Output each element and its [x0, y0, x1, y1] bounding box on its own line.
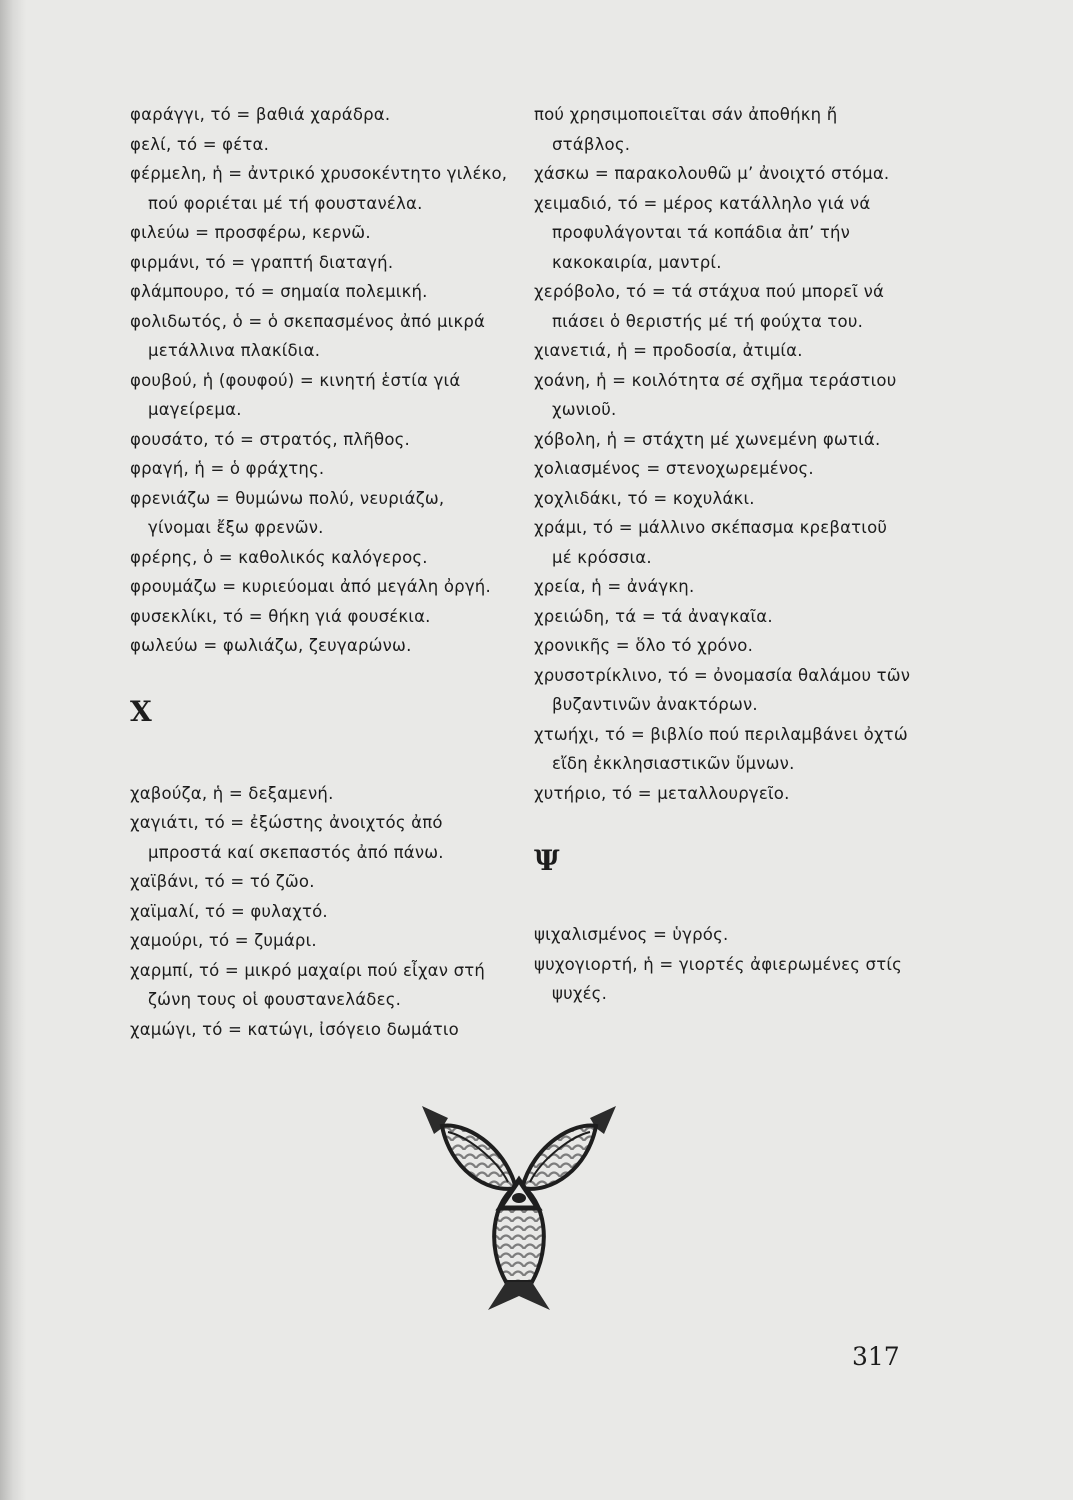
glossary-entry: χαβούζα, ἡ = δεξαμενή.: [130, 783, 334, 803]
glossary-entry: χόβολη, ἡ = στάχτη μέ χωνεμένη φωτιά.: [534, 429, 881, 449]
entry-list-chi: [130, 779, 510, 1045]
glossary-entry: χιανετιά, ἡ = προδοσία, ἀτιμία.: [534, 341, 803, 360]
glossary-entry: χράμι, τό = μάλλινο σκέπασμα κρεβατιοῦ μέ κρόσσια.: [534, 518, 888, 567]
glossary-entry: χαμούρι, τό = ζυμάρι.: [130, 931, 317, 950]
glossary-entry: χυτήριο, τό = μεταλλουργεῖο.: [534, 783, 790, 803]
entry-list-phi: [130, 100, 510, 661]
glossary-entry: χερόβολο, τό = τά στάχυα πού μπορεῖ νά πιάσει ὁ θεριστής μέ τή φούχτα του.: [534, 282, 885, 331]
three-fish-emblem-icon: [404, 1096, 634, 1326]
glossary-entry: πού χρησιμοποιεῖται σάν ἀποθήκη ἤ στάβλος.: [534, 105, 838, 154]
right-fish-icon: [522, 1106, 616, 1189]
glossary-entry: χολιασμένος = στενοχωρεμένος.: [534, 459, 814, 478]
glossary-entry: χοάνη, ἡ = κοιλότητα σέ σχῆμα τεράστιου χωνιοῦ.: [534, 370, 897, 419]
glossary-entry: φρενιάζω = θυμώνω πολύ, νευριάζω, γίνομαι ἔξω φρενῶν.: [130, 488, 445, 537]
glossary-entry: φραγή, ἡ = ὁ φράχτης.: [130, 459, 325, 478]
glossary-entry: χαϊβάνι, τό = τό ζῶο.: [130, 872, 315, 891]
book-spine-shadow: [0, 0, 26, 1500]
page-number: 317: [852, 1342, 900, 1371]
entry-list-chi-continued: [534, 100, 912, 808]
glossary-entry: φουσάτο, τό = στρατός, πλῆθος.: [130, 429, 410, 449]
glossary-entry: χοχλιδάκι, τό = κοχυλάκι.: [534, 488, 755, 508]
glossary-entry: χαγιάτι, τό = ἐξώστης ἀνοιχτός ἀπό μπροστά καί σκεπαστός ἀπό πάνω.: [130, 813, 444, 862]
glossary-entry: φέρμελη, ἡ = ἀντρικό χρυσοκέντητο γιλέκο, πού φοριέται μέ τή φουστανέλα.: [130, 164, 508, 213]
section-letter-psi: Ψ: [534, 844, 560, 877]
glossary-entry: χαρμπί, τό = μικρό μαχαίρι πού εἶχαν στή ζώνη τους οἱ φουστανελάδες.: [130, 960, 486, 1009]
glossary-entry: φαράγγι, τό = βαθιά χαράδρα.: [130, 105, 391, 124]
glossary-entry: ψυχογιορτή, ἡ = γιορτές ἀφιερωμένες στίς ψυχές.: [534, 954, 903, 1003]
glossary-entry: φουβού, ἡ (φουφού) = κινητή ἑστία γιά μαγείρεμα.: [130, 370, 461, 419]
section-letter-chi: Χ: [130, 694, 152, 728]
glossary-entry: φυσεκλίκι, τό = θήκη γιά φουσέκια.: [130, 606, 431, 626]
glossary-right-column: [534, 100, 912, 1009]
left-fish-icon: [422, 1106, 516, 1189]
glossary-entry: φρουμάζω = κυριεύομαι ἀπό μεγάλη ὀργή.: [130, 577, 491, 596]
glossary-entry: χρειώδη, τά = τά ἀναγκαῖα.: [534, 606, 773, 626]
glossary-entry: φιρμάνι, τό = γραπτή διαταγή.: [130, 252, 394, 272]
glossary-left-column: [130, 100, 510, 1044]
glossary-entry: ψιχαλισμένος = ὑγρός.: [534, 925, 729, 944]
glossary-entry: χτωήχι, τό = βιβλίο πού περιλαμβάνει ὀχτώ εἴδη ἐκκλησιαστικῶν ὕμνων.: [534, 724, 908, 773]
glossary-entry: χρυσοτρίκλινο, τό = ὀνομασία θαλάμου τῶν βυζαντινῶν ἀνακτόρων.: [534, 665, 911, 714]
glossary-entry: φελί, τό = φέτα.: [130, 134, 270, 154]
glossary-entry: χρεία, ἡ = ἀνάγκη.: [534, 577, 695, 596]
glossary-entry: φολιδωτός, ὁ = ὁ σκεπασμένος ἀπό μικρά μετάλλινα πλακίδια.: [130, 311, 486, 360]
glossary-entry: φιλεύω = προσφέρω, κερνῶ.: [130, 223, 371, 242]
glossary-entry: φωλεύω = φωλιάζω, ζευγαρώνω.: [130, 636, 412, 655]
glossary-entry: φλάμπουρο, τό = σημαία πολεμική.: [130, 282, 428, 301]
glossary-entry: χειμαδιό, τό = μέρος κατάλληλο γιά νά προφυλάγονται τά κοπάδια ἀπ’ τήν κακοκαιρία, μαντρί.: [534, 193, 871, 272]
glossary-entry: χαμώγι, τό = κατώγι, ἰσόγειο δωμάτιο: [130, 1019, 459, 1039]
glossary-entry: χάσκω = παρακολουθῶ μ’ ἀνοιχτό στόμα.: [534, 164, 890, 183]
glossary-entry: χρονικῆς = ὅλο τό χρόνο.: [534, 636, 754, 655]
entry-list-psi: [534, 920, 912, 1009]
glossary-entry: χαϊμαλί, τό = φυλαχτό.: [130, 901, 328, 921]
glossary-entry: φρέρης, ὁ = καθολικός καλόγερος.: [130, 547, 428, 567]
